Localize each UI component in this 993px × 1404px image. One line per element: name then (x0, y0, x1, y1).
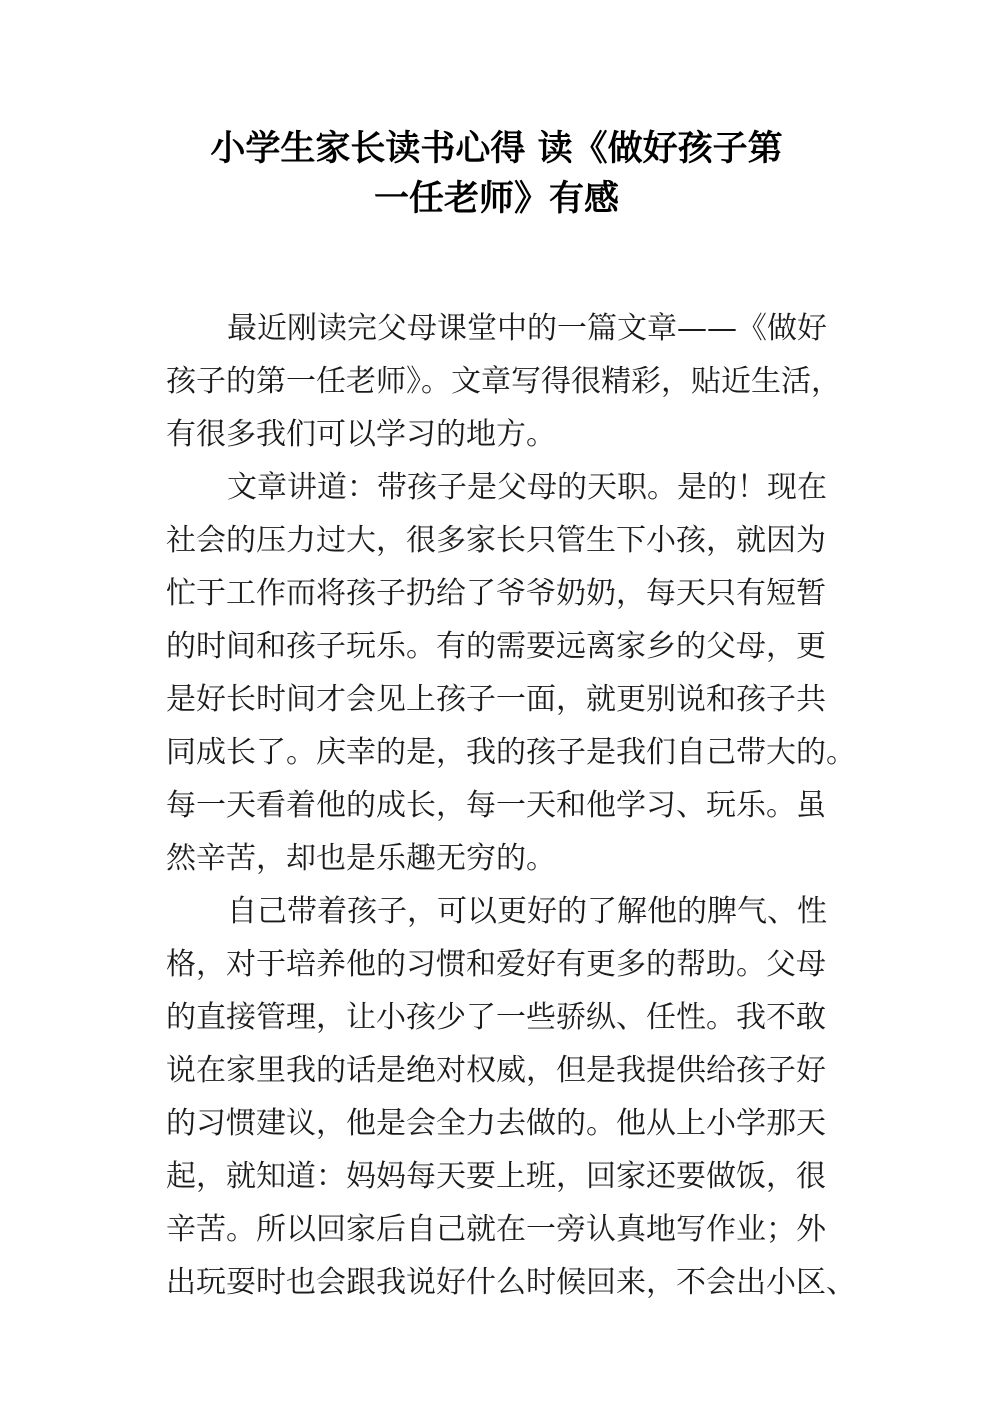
text-line: 孩子的第一任老师》。文章写得很精彩，贴近生活， (166, 364, 841, 399)
document-body (166, 302, 856, 1309)
text-line: 忙于工作而将孩子扔给了爷爷奶奶，每天只有短暂 (166, 576, 826, 611)
paragraph-1 (166, 302, 846, 461)
text-line: 的直接管理，让小孩少了一些骄纵、任性。我不敢 (166, 1000, 826, 1035)
paragraph-3 (166, 885, 856, 1309)
paragraph-2 (166, 461, 856, 885)
text-line: 最近刚读完父母课堂中的一篇文章——《做好 (227, 311, 827, 346)
text-line: 然辛苦，却也是乐趣无穷的。 (166, 841, 556, 876)
text-line: 同成长了。庆幸的是，我的孩子是我们自己带大的。 (166, 735, 856, 770)
text-line: 文章讲道：带孩子是父母的天职。是的！现在 (227, 470, 827, 505)
text-line: 是好长时间才会见上孩子一面，就更别说和孩子共 (166, 682, 826, 717)
text-line: 说在家里我的话是绝对权威，但是我提供给孩子好 (166, 1053, 826, 1088)
title-line: 一任老师》有感 (373, 179, 619, 219)
text-line: 自己带着孩子，可以更好的了解他的脾气、性 (227, 894, 827, 929)
title-line: 小学生家长读书心得 读《做好孩子第 (210, 129, 783, 169)
document-title (150, 124, 843, 224)
text-line: 社会的压力过大，很多家长只管生下小孩，就因为 (166, 523, 826, 558)
text-line: 每一天看着他的成长，每一天和他学习、玩乐。虽 (166, 788, 826, 823)
text-line: 有很多我们可以学习的地方。 (166, 417, 556, 452)
text-line: 起，就知道：妈妈每天要上班，回家还要做饭，很 (166, 1159, 826, 1194)
text-line: 的习惯建议，他是会全力去做的。他从上小学那天 (166, 1106, 826, 1141)
text-line: 格，对于培养他的习惯和爱好有更多的帮助。父母 (166, 947, 826, 982)
text-line: 出玩耍时也会跟我说好什么时候回来，不会出小区、 (166, 1265, 856, 1300)
text-line: 的时间和孩子玩乐。有的需要远离家乡的父母，更 (166, 629, 826, 664)
text-line: 辛苦。所以回家后自己就在一旁认真地写作业；外 (166, 1212, 826, 1247)
